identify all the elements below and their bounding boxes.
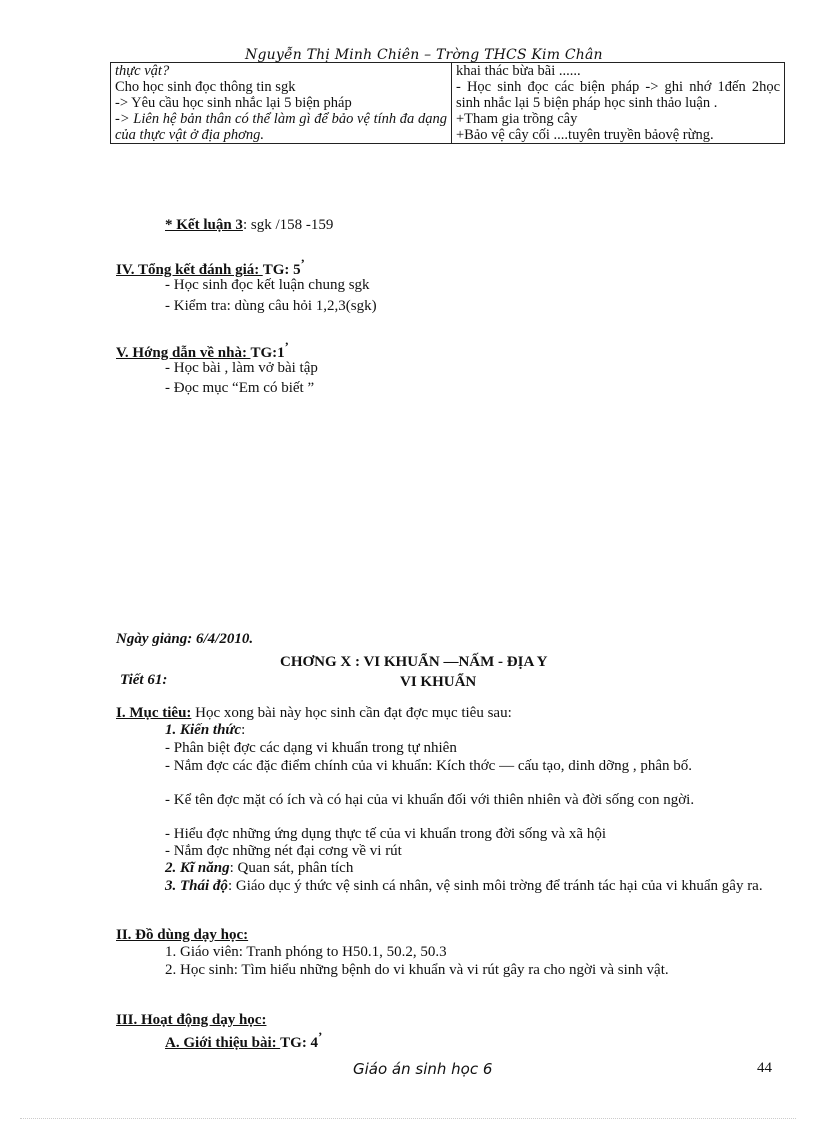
attitude-line xyxy=(116,877,776,895)
knowledge-colon: : xyxy=(241,722,246,738)
cell-line: +Bảo vệ cây cối ....tuyên truyền bảovệ rừng. xyxy=(456,127,714,143)
section-4-title: IV. Tổng kết đánh giá: xyxy=(116,262,263,278)
skills-label: 2. Kĩ năng xyxy=(165,860,230,876)
page-header: Nguyễn Thị Minh Chiên – Trờng THCS Kim Chân xyxy=(245,47,603,63)
section-2-heading: II. Đồ dùng dạy học: xyxy=(116,927,249,943)
cell-line: khai thác bừa bãi ...... xyxy=(456,63,581,79)
objective-item: - Nắm đợc các đặc điểm chính của vi khuẩn: Kích thớc — cấu tạo, dinh dỡng , phân bố. xyxy=(165,758,692,774)
section-1-heading xyxy=(116,705,512,722)
cell-line: +Tham gia trồng cây xyxy=(456,111,578,127)
objective-item: - Hiểu đợc những ứng dụng thực tế của vi khuẩn trong đời sống và xã hội xyxy=(165,826,607,842)
section-5-title: V. Hớng dẫn về nhà: xyxy=(116,345,251,361)
attitude-label: 3. Thái độ xyxy=(165,878,228,894)
skills-text: : Quan sát, phân tích xyxy=(229,860,354,876)
objective-item: - Kể tên đợc mặt có ích và có hại của vi khuẩn đối với thiên nhiên và đời sống con ngời. xyxy=(165,792,695,808)
student-activity-cell xyxy=(452,63,785,144)
section-4-heading xyxy=(116,257,305,279)
activity-table xyxy=(110,62,785,144)
section-1-intro: Học xong bài này học sinh cần đạt đợc mục tiêu sau: xyxy=(191,705,512,721)
intro-label: A. Giới thiệu bài: xyxy=(165,1035,281,1051)
intro-heading xyxy=(165,1030,322,1052)
knowledge-heading xyxy=(165,722,245,739)
skills-line xyxy=(165,860,353,877)
objective-item: - Nắm đợc những nét đại cơng về vi rút xyxy=(165,843,402,859)
attitude-text: : Giáo dục ý thức vệ sinh cá nhân, vệ sinh môi trờng để tránh tác hại của vi khuẩn gây ra. xyxy=(227,878,763,894)
equipment-item: 2. Học sinh: Tìm hiểu những bệnh do vi khuẩn và vi rút gây ra cho ngời và sinh vật. xyxy=(165,962,669,978)
knowledge-label: 1. Kiến thức xyxy=(165,722,242,738)
cell-line: Cho học sinh đọc thông tin sgk xyxy=(115,79,296,95)
section-3-heading: III. Hoạt động dạy học: xyxy=(116,1012,267,1028)
conclusion-3 xyxy=(165,217,333,234)
intro-sup: ’ xyxy=(318,1030,323,1044)
conclusion-text: : sgk /158 -159 xyxy=(242,217,334,233)
section-4-time: TG: 5 xyxy=(262,262,301,278)
lesson-number: Tiết 61: xyxy=(120,672,168,688)
cell-line: - Học sinh đọc các biện pháp -> ghi nhớ 1đến 2học sinh nhắc lại 5 biện pháp học sinh thảo luận . xyxy=(456,79,780,111)
objective-item: - Phân biệt đợc các dạng vi khuẩn trong tự nhiên xyxy=(165,740,457,756)
lesson-date: Ngày giảng: 6/4/2010. xyxy=(116,631,254,647)
conclusion-label: * Kết luận 3 xyxy=(165,217,243,233)
section-5-sup: ’ xyxy=(284,340,289,354)
cell-line: -> Yêu cầu học sinh nhắc lại 5 biện pháp xyxy=(115,95,352,111)
section-4-item: - Học sinh đọc kết luận chung sgk xyxy=(165,277,370,293)
page-footer: Giáo án sinh học 6 xyxy=(353,1060,493,1078)
section-5-time: TG:1 xyxy=(250,345,285,361)
chapter-title: CHƠNG X : VI KHUẨN —NẤM - ĐỊA Y xyxy=(280,654,548,670)
cell-line: thực vật? xyxy=(115,63,170,79)
page-bottom-divider xyxy=(20,1118,796,1119)
intro-time: TG: 4 xyxy=(280,1035,319,1051)
table-row xyxy=(111,63,785,144)
page-number: 44 xyxy=(757,1060,772,1076)
section-4-item: - Kiểm tra: dùng câu hỏi 1,2,3(sgk) xyxy=(165,298,377,314)
section-5-heading xyxy=(116,340,289,362)
teacher-activity-cell xyxy=(111,63,452,144)
section-1-label: I. Mục tiêu: xyxy=(116,705,192,721)
section-4-sup: ’ xyxy=(300,257,305,271)
equipment-item: 1. Giáo viên: Tranh phóng to H50.1, 50.2, 50.3 xyxy=(165,944,447,960)
section-5-item: - Học bài , làm vở bài tập xyxy=(165,360,318,376)
cell-line: -> Liên hệ bản thân có thể làm gì để bảo vệ tính đa dạng của thực vật ở địa phơng. xyxy=(115,111,447,143)
section-5-item: - Đọc mục “Em có biết ” xyxy=(165,380,315,396)
lesson-title: VI KHUẨN xyxy=(400,674,477,690)
